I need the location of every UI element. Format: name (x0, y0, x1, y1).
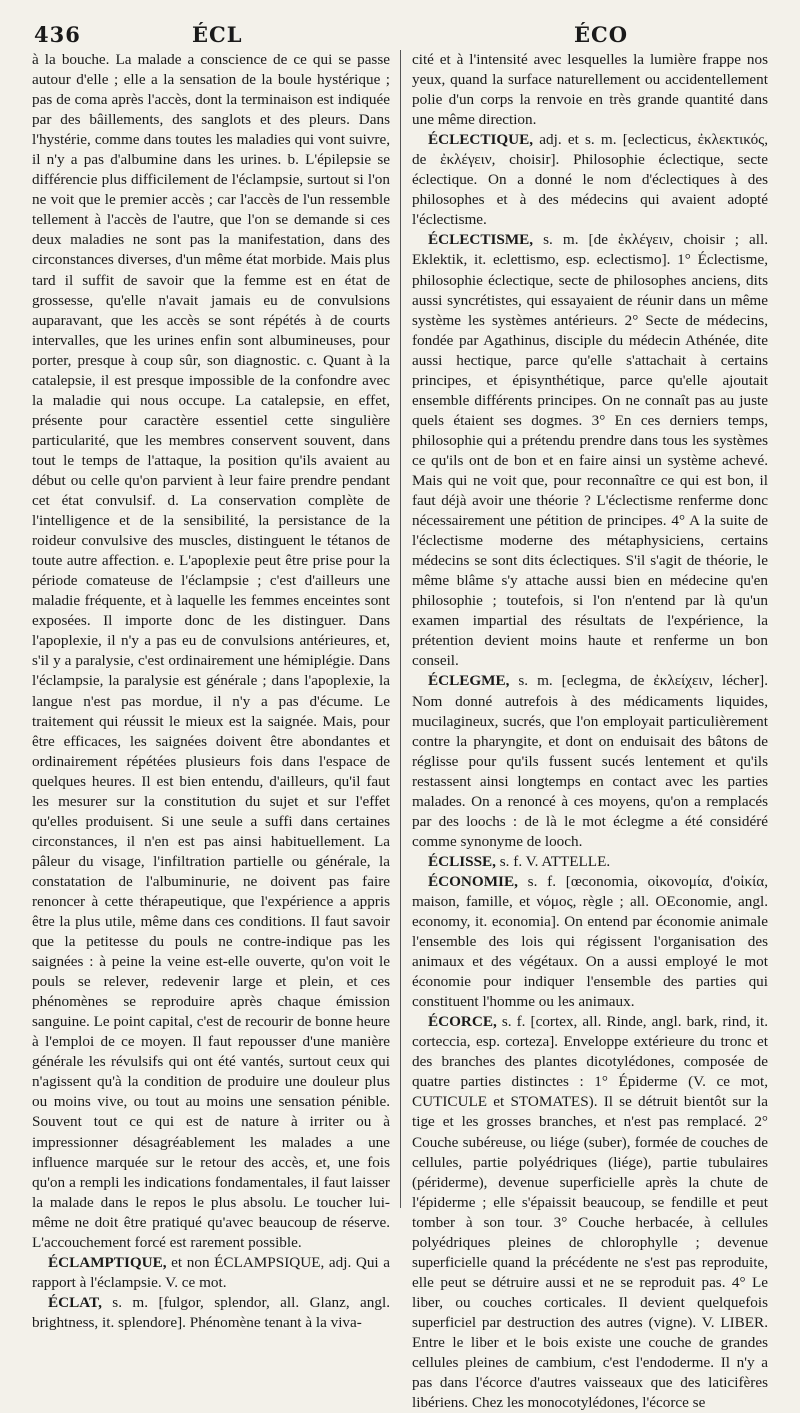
entry-headword: ÉCLECTIQUE, (428, 131, 534, 149)
entry-headword: ÉCLISSE, (428, 852, 496, 870)
entry-headword: ÉCLAT, (48, 1293, 102, 1311)
right-running-head: ÉCO (574, 22, 629, 47)
entry-headword: ÉCLEGME, (428, 672, 510, 690)
entry-text: adj. et s. m. [eclecticus, ἐκλεκτικός, de ἐκλέγειν, choisir]. Philosophie éclectique, secte éclectique. On a donné le nom d'éclectiques à des philosophes et à des médecins qui avaient adopté l'éclectisme. (412, 131, 768, 229)
left-running-head: ÉCL (192, 22, 243, 47)
right-column (412, 50, 768, 1412)
entry-text: s. f. [œconomia, οἰκονομία, d'οἰκία, maison, famille, et νόμος, règle ; all. OEconomie, angl. economy, it. economia]. On entend par économie animale l'ensemble des lois qui régissent l'organisation des animaux et des végétaux. On a aussi employé le mot économie pour indiquer l'ensemble des parties qui constituent l'homme ou les animaux. (412, 872, 768, 1011)
left-column (32, 50, 390, 1331)
entry-headword: ÉCORCE, (428, 1013, 497, 1031)
entry-eclat (32, 1293, 390, 1333)
entry-eclisse (412, 852, 768, 872)
entry-text: s. m. [fulgor, splendor, all. Glanz, angl. brightness, it. splendore]. Phénomène tenant à la viva- (32, 1293, 390, 1331)
continued-paragraph (412, 50, 768, 130)
paragraph-text: cité et à l'intensité avec lesquelles la lumière frappe nos yeux, quand la surface naturellement ou accidentellement polie d'un corps la renvoie en très grande quantité dans une même direction. (412, 51, 768, 129)
entry-eclectique (412, 130, 768, 230)
entry-eclegme (412, 671, 768, 851)
entry-text: et non ÉCLAMPSIQUE, adj. Qui a rapport à l'éclampsie. V. ce mot. (32, 1253, 390, 1291)
entry-headword: ÉCONOMIE, (428, 872, 518, 890)
entry-text: s. m. [eclegma, de ἐκλείχειν, lécher]. Nom donné autrefois à des médicaments liquides, mucilagineux, sucrés, que l'on employait particulièrement contre la pharyngite, et dont on enduisait des bâtons de réglisse pour qu'ils fussent sucés lentement et qu'ils restassent ainsi longtemps en contact avec les parties malades. On a renoncé à ces moyens, qu'on a remplacés par des loochs : de là le mot éclegme a été considéré comme synonyme de looch. (412, 672, 768, 850)
column-divider (400, 50, 401, 1208)
page-number: 436 (34, 22, 81, 47)
paragraph-text: à la bouche. La malade a conscience de ce qui se passe autour d'elle ; elle a la sensation de la boule hystérique ; pas de coma après l'accès, dont la terminaison est indiquée par des bâillements, des sanglots et des pleurs. Dans l'hystérie, comme dans toutes les maladies qui vont suivre, il n'y a pas d'albumine dans les urines. b. L'épilepsie se différencie plus difficilement de l'éclampsie, surtout si l'on ne voit que le premier accès ; car l'accès de l'un ressemble tellement à l'accès de l'autre, que l'on se demande si ces deux maladies ne sont pas la manifestation, dans des circonstances diverses, d'un même état morbide. Mais plus tard il suffit de savoir que la femme est en état de grossesse, qu'elle n'avait jamais eu de convulsions auparavant, que les accès se sont répétés à de courts intervalles, que les urines enfin sont albumineuses, pour porter, presque à coup sûr, son diagnostic. c. Quant à la catalepsie, il est presque impossible de la confondre avec la maladie qui nous occupe. La catalepsie, en effet, présente pour caractère essentiel cette singulière particularité, que les membres conservent souvent, dans tout le temps de l'attaque, la position qu'ils avaient au début ou celle qu'on parvient à leur faire prendre pendant cet état convulsif. d. La conservation complète de l'intelligence et de la sensibilité, la persistance de la roideur convulsive des muscles, distinguent le tétanos de toute autre affection. e. L'apoplexie peut être prise pour la période comateuse de l'éclampsie ; c'est d'ailleurs une maladie fréquente, et à laquelle les femmes enceintes sont exposées. Il importe donc de les distinguer. Dans l'apoplexie, il n'y a pas eu de convulsions antérieures, et, s'il y a paralysie, c'est ordinairement une hémiplégie. Dans l'éclampsie, la paralysie est générale ; dans l'apoplexie, la langue n'est pas mordue, il n'y a pas d'écume. Le traitement qui réussit le mieux est la saignée. Mais, pour être efficaces, les saignées doivent être abondantes et ordinairement répétées plusieurs fois dans l'espace de quelques heures. Il est bien entendu, d'ailleurs, qu'il faut les mesurer sur la constitution du sujet et sur l'effet qu'elles produisent. Si une seule a suffi dans certaines circonstances, il n'en est pas ainsi habituellement. La pâleur du visage, l'infiltration partielle ou générale, la constatation de l'albuminurie, ne doivent pas faire renoncer à cette thérapeutique, que l'expérience a appris être la plus utile, même dans ces conditions. Il faut savoir que la petitesse du pouls ne contre-indique pas les saignées : à peine la veine est-elle ouverte, qu'on voit le pouls se relever, redevenir large et plein, et ces phénomènes se reproduire après chaque émission sanguine. Le point capital, c'est de recourir de bonne heure à l'emploi de ce moyen. Il faut repousser d'une manière générale les révulsifs qui ont été vantés, surtout ceux qui n'agissent qu'à la condition de produire une douleur plus ou moins vive, ou tout au moins une sensation pénible. Souvent tout ce qui est de nature à irriter ou à impressionner désagréablement les malades a une influence marquée sur le retour des accès, et, une fois qu'on a rempli les indications fondamentales, il faut laisser la malade dans le repos le plus absolu. Le toucher lui-même ne doit être pratiqué qu'avec beaucoup de réserve. L'accouchement forcé est rarement possible. (32, 51, 390, 1251)
entry-headword: ÉCLAMPTIQUE, (48, 1253, 167, 1271)
entry-ecorce (412, 1012, 768, 1413)
entry-text: s. f. V. ATTELLE. (495, 852, 611, 870)
continued-paragraph (32, 50, 390, 1253)
entry-eclectisme (412, 230, 768, 671)
entry-economie (412, 872, 768, 1012)
entry-text: s. f. [cortex, all. Rinde, angl. bark, rind, it. corteccia, esp. corteza]. Enveloppe extérieure du tronc et des branches des plantes dicotylédones, composée de quatre parties distinctes : 1° Épiderme (V. ce mot, CUTICULE et STOMATES). Il se détruit bientôt sur la tige et les grosses branches, et n'est pas remplacé. 2° Couche subéreuse, ou liége (suber), formée de couches de cellules, partie polyédriques (liége), partie tubulaires (périderme), devenue superficielle après la chute de l'épiderme ; elle s'épaissit beaucoup, se fendille et peut tomber à son tour. 3° Couche herbacée, à cellules polyédriques pleines de chlorophylle ; devenue superficielle quand la précédente ne s'est pas reproduite, elle peut se détruire aussi et ne se reproduit pas. 4° Le liber, ou couches corticales. Il devient quelquefois superficiel par destruction des autres (vigne). V. LIBER. Entre le liber et le bois existe une couche de grandes cellules pleines de cambium, c'est l'endoderme. Il n'y a pas dans l'écorce d'autres vaisseaux que des laticifères libériens. Chez les monocotylédones, l'écorce se (412, 1013, 768, 1412)
entry-eclamptique (32, 1253, 390, 1293)
entry-text: s. m. [de ἐκλέγειν, choisir ; all. Eklektik, it. eclettismo, esp. eclectismo]. 1° Éclectisme, philosophie éclectique, secte de philosophes anciens, dits aussi syncrétistes, qui essayaient de réunir dans un même système les systèmes antérieurs. 2° Secte de médecins, fondée par Agathinus, disciple du médecin Athénée, dite aussi hectique, parce qu'elle s'attachait à certains principes, et épisynthétique, parce qu'elle ajoutait ensemble différents principes. On ne connaît pas au juste quels étaient ses dogmes. 3° En ces derniers temps, philosophie qui a prétendu prendre dans tous les systèmes ce qu'ils ont de bon et en faire ainsi un système achevé. Mais qui ne voit que, pour reconnaître ce qui est bon, il faut déjà avoir une théorie ? L'éclectisme renferme donc nécessairement une pétition de principes. 4° A la suite de l'éclectisme moderne des métaphysiciens, certains médecins se sont dits éclectiques. S'il s'agit de théorie, le même blâme s'y attache aussi bien en médecine qu'en philosophie ; toutefois, si l'on n'entend par là qu'un examen impartial des résultats de l'expérience, la prétention devient moins haute et renferme un bon conseil. (412, 231, 768, 670)
entry-headword: ÉCLECTISME, (428, 231, 534, 249)
